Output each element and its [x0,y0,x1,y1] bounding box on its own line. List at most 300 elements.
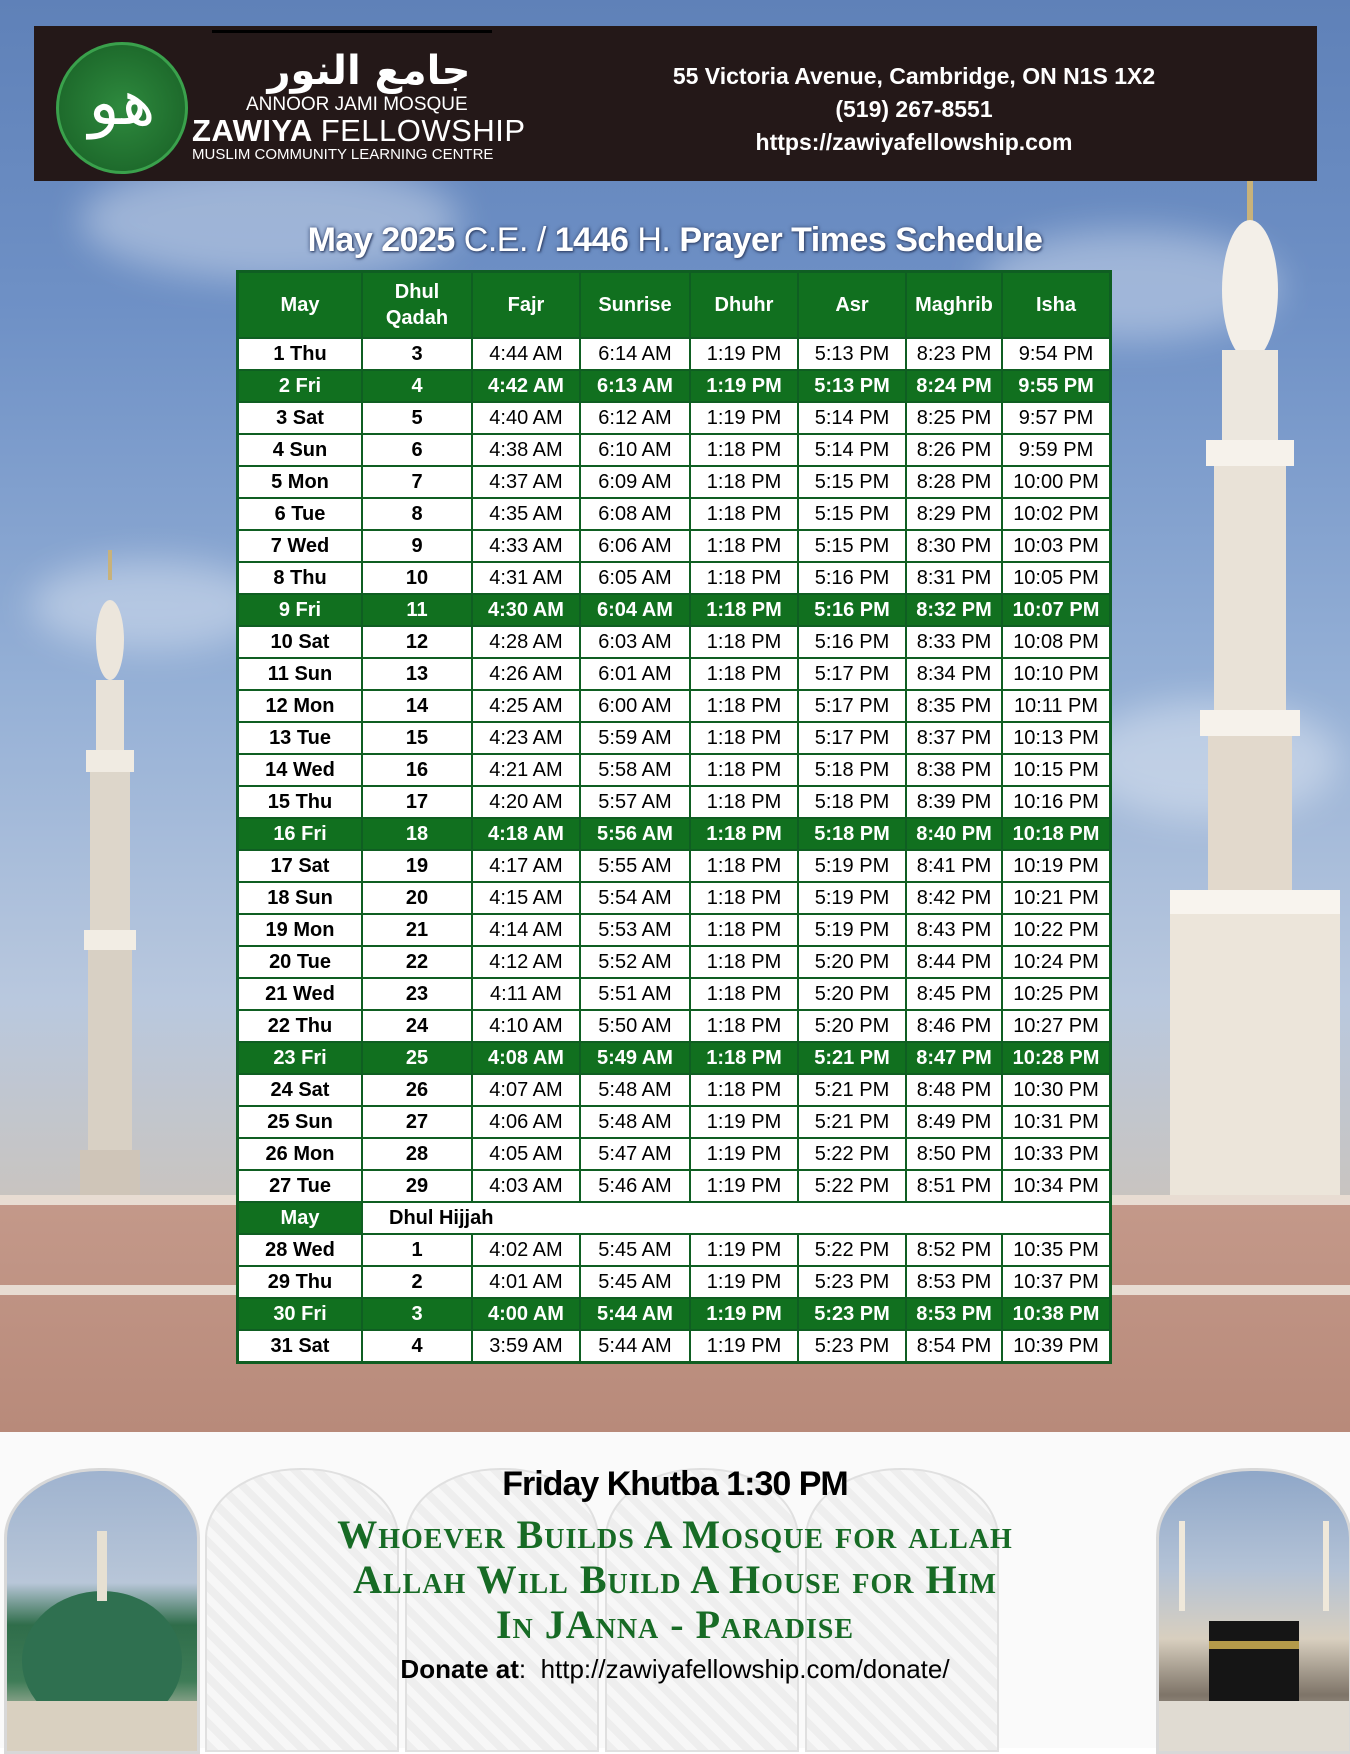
table-cell: 1:18 PM [690,690,798,722]
table-cell: 6:10 AM [580,434,690,466]
table-cell: 30 Fri [238,1298,362,1330]
table-cell: 7 Wed [238,530,362,562]
table-cell: 8:29 PM [906,498,1002,530]
org-name [192,114,526,148]
table-cell: 24 Sat [238,1074,362,1106]
website-link[interactable]: https://zawiyafellowship.com [755,129,1073,155]
table-cell: 13 Tue [238,722,362,754]
table-cell: 5:19 PM [798,850,906,882]
table-cell: 4:44 AM [472,338,580,370]
table-row [238,914,1110,946]
logo-calligraphy: هو [88,66,156,140]
title-month: May 2025 [307,221,455,259]
table-body [238,338,1110,1362]
separator-hijri-month: Dhul Hijjah [362,1202,1110,1234]
table-cell: 5:18 PM [798,754,906,786]
table-cell: 10:22 PM [1002,914,1110,946]
donate-label: Donate at [400,1654,519,1684]
table-cell: 10:16 PM [1002,786,1110,818]
table-row [238,722,1110,754]
table-cell: 8:53 PM [906,1266,1002,1298]
table-cell: 28 [362,1138,472,1170]
month-separator-row [238,1202,1110,1234]
table-cell: 19 Mon [238,914,362,946]
table-row [238,978,1110,1010]
column-header: Dhul Qadah [362,272,472,338]
table-cell: 17 Sat [238,850,362,882]
column-header: Asr [798,272,906,338]
table-cell: 1:18 PM [690,914,798,946]
table-cell: 12 Mon [238,690,362,722]
table-cell: 5:15 PM [798,530,906,562]
table-cell: 4:40 AM [472,402,580,434]
table-cell: 1:19 PM [690,370,798,402]
table-cell: 5:20 PM [798,1010,906,1042]
table-row [238,498,1110,530]
table-cell: 4:00 AM [472,1298,580,1330]
prayer-times-table [236,270,1112,1364]
title-h: H. [628,221,680,259]
table-row [238,402,1110,434]
table-cell: 17 [362,786,472,818]
table-cell: 4:11 AM [472,978,580,1010]
table-row [238,338,1110,370]
table-cell: 12 [362,626,472,658]
table-row [238,946,1110,978]
table-row [238,658,1110,690]
table-cell: 8:44 PM [906,946,1002,978]
table-cell: 6:09 AM [580,466,690,498]
table-cell: 8:37 PM [906,722,1002,754]
table-cell: 11 [362,594,472,626]
table-cell: 5:51 AM [580,978,690,1010]
table-cell: 8:54 PM [906,1330,1002,1362]
table-cell: 6:13 AM [580,370,690,402]
table-cell: 1:19 PM [690,1138,798,1170]
table-row [238,466,1110,498]
table-cell: 21 Wed [238,978,362,1010]
donate-line: Donate at: http://zawiyafellowship.com/donate/ [400,1654,950,1684]
table-cell: 5:23 PM [798,1266,906,1298]
table-cell: 5:20 PM [798,978,906,1010]
table-cell: 5:48 AM [580,1106,690,1138]
table-cell: 1:19 PM [690,1298,798,1330]
table-cell: 5:16 PM [798,626,906,658]
table-cell: 8:31 PM [906,562,1002,594]
table-cell: 4 Sun [238,434,362,466]
table-cell: 1:19 PM [690,1170,798,1202]
table-cell: 5:44 AM [580,1298,690,1330]
table-cell: 4:07 AM [472,1074,580,1106]
table-cell: 1:18 PM [690,1042,798,1074]
table-cell: 8 [362,498,472,530]
table-cell: 19 [362,850,472,882]
separator-month: May [238,1202,362,1234]
table-cell: 10:07 PM [1002,594,1110,626]
table-row [238,1266,1110,1298]
table-cell: 5:23 PM [798,1298,906,1330]
table-cell: 5:59 AM [580,722,690,754]
donate-link[interactable]: http://zawiyafellowship.com/donate/ [540,1654,950,1684]
table-cell: 10:38 PM [1002,1298,1110,1330]
column-header: Sunrise [580,272,690,338]
table-cell: 5:54 AM [580,882,690,914]
column-header: Dhuhr [690,272,798,338]
table-cell: 8:51 PM [906,1170,1002,1202]
table-row [238,786,1110,818]
table-row [238,1106,1110,1138]
column-header: May [238,272,362,338]
table-cell: 8:45 PM [906,978,1002,1010]
table-cell: 26 [362,1074,472,1106]
table-cell: 23 Fri [238,1042,362,1074]
table-cell: 8 Thu [238,562,362,594]
table-cell: 25 [362,1042,472,1074]
table-cell: 7 [362,466,472,498]
table-cell: 10:25 PM [1002,978,1110,1010]
table-cell: 1:19 PM [690,1266,798,1298]
table-cell: 8:41 PM [906,850,1002,882]
table-cell: 10:35 PM [1002,1234,1110,1266]
table-row [238,818,1110,850]
table-cell: 5:19 PM [798,882,906,914]
table-cell: 5:21 PM [798,1042,906,1074]
table-cell: 8:30 PM [906,530,1002,562]
table-cell: 5:22 PM [798,1234,906,1266]
table-cell: 8:50 PM [906,1138,1002,1170]
table-cell: 4:05 AM [472,1138,580,1170]
table-cell: 4:37 AM [472,466,580,498]
table-cell: 4:06 AM [472,1106,580,1138]
schedule-title [0,218,1350,262]
table-cell: 5:48 AM [580,1074,690,1106]
table-cell: 5:18 PM [798,786,906,818]
table-cell: 10:05 PM [1002,562,1110,594]
table-cell: 8:35 PM [906,690,1002,722]
table-cell: 4:08 AM [472,1042,580,1074]
table-cell: 5:55 AM [580,850,690,882]
logo [56,42,188,174]
table-cell: 24 [362,1010,472,1042]
title-ce: C.E. / [454,221,555,259]
table-cell: 5:46 AM [580,1170,690,1202]
table-cell: 1 [362,1234,472,1266]
table-cell: 8:49 PM [906,1106,1002,1138]
table-cell: 9:57 PM [1002,402,1110,434]
arabic-mosque-name: جامع النور [267,48,471,94]
table-cell: 9 [362,530,472,562]
table-cell: 5:17 PM [798,690,906,722]
table-cell: 15 [362,722,472,754]
table-cell: 5:57 AM [580,786,690,818]
table-cell: 10 Sat [238,626,362,658]
table-row [238,1042,1110,1074]
table-cell: 10:30 PM [1002,1074,1110,1106]
table-cell: 6:04 AM [580,594,690,626]
table-row [238,690,1110,722]
table-cell: 1:18 PM [690,882,798,914]
table-cell: 1:18 PM [690,722,798,754]
table-cell: 5 [362,402,472,434]
table-cell: 5:56 AM [580,818,690,850]
address: 55 Victoria Avenue, Cambridge, ON N1S 1X2 [672,63,1156,89]
table-cell: 4:01 AM [472,1266,580,1298]
table-cell: 8:23 PM [906,338,1002,370]
table-cell: 5:44 AM [580,1330,690,1362]
table-cell: 20 [362,882,472,914]
table-cell: 10:00 PM [1002,466,1110,498]
table-cell: 14 [362,690,472,722]
table-cell: 5:47 AM [580,1138,690,1170]
table-cell: 4:14 AM [472,914,580,946]
table-cell: 1:18 PM [690,818,798,850]
table-cell: 5:17 PM [798,722,906,754]
table-cell: 5:20 PM [798,946,906,978]
table-cell: 1:18 PM [690,594,798,626]
table-cell: 5:45 AM [580,1266,690,1298]
table-cell: 5:21 PM [798,1106,906,1138]
table-cell: 10:27 PM [1002,1010,1110,1042]
table-cell: 4:15 AM [472,882,580,914]
table-row [238,594,1110,626]
table-cell: 4 [362,370,472,402]
table-cell: 4:18 AM [472,818,580,850]
table-cell: 4:31 AM [472,562,580,594]
table-cell: 10:02 PM [1002,498,1110,530]
table-header-row [238,272,1110,338]
phone: (519) 267-8551 [835,96,993,122]
table-cell: 5:16 PM [798,594,906,626]
hadith-line-3: In JAnna - Paradise [495,1602,855,1647]
table-cell: 4:25 AM [472,690,580,722]
table-cell: 8:52 PM [906,1234,1002,1266]
table-cell: 15 Thu [238,786,362,818]
table-cell: 8:43 PM [906,914,1002,946]
title-text: Prayer Times Schedule [679,221,1043,259]
table-cell: 5:58 AM [580,754,690,786]
table-cell: 2 Fri [238,370,362,402]
table-cell: 4 [362,1330,472,1362]
header-rule [212,30,492,33]
table-cell: 25 Sun [238,1106,362,1138]
table-cell: 1:18 PM [690,978,798,1010]
table-cell: 8:40 PM [906,818,1002,850]
table-cell: 8:28 PM [906,466,1002,498]
org-name-rest: FELLOWSHIP [320,113,526,148]
table-cell: 4:17 AM [472,850,580,882]
table-cell: 10:15 PM [1002,754,1110,786]
table-cell: 1:18 PM [690,466,798,498]
table-cell: 21 [362,914,472,946]
table-row [238,1330,1110,1362]
table-cell: 5:49 AM [580,1042,690,1074]
table-cell: 6:06 AM [580,530,690,562]
table-cell: 5:13 PM [798,338,906,370]
table-cell: 5:15 PM [798,498,906,530]
table-cell: 23 [362,978,472,1010]
table-cell: 4:38 AM [472,434,580,466]
table-cell: 1:18 PM [690,562,798,594]
table-cell: 4:03 AM [472,1170,580,1202]
hadith-line-1: Whoever Builds A Mosque for allah [337,1512,1013,1557]
footer [0,1432,1350,1748]
table-cell: 5:15 PM [798,466,906,498]
table-cell: 5:53 AM [580,914,690,946]
table-cell: 5:13 PM [798,370,906,402]
table-cell: 4:10 AM [472,1010,580,1042]
table-cell: 10:11 PM [1002,690,1110,722]
table-cell: 9:54 PM [1002,338,1110,370]
table-cell: 3:59 AM [472,1330,580,1362]
table-cell: 4:23 AM [472,722,580,754]
table-cell: 6:05 AM [580,562,690,594]
mosque-name: ANNOOR JAMI MOSQUE [246,94,468,115]
table-cell: 10 [362,562,472,594]
table-cell: 1:19 PM [690,402,798,434]
table-cell: 1:19 PM [690,338,798,370]
table-cell: 6:14 AM [580,338,690,370]
table-cell: 4:12 AM [472,946,580,978]
table-row [238,1234,1110,1266]
table-cell: 5:17 PM [798,658,906,690]
table-row [238,370,1110,402]
table-cell: 6 [362,434,472,466]
table-cell: 8:48 PM [906,1074,1002,1106]
table-cell: 29 [362,1170,472,1202]
table-cell: 14 Wed [238,754,362,786]
table-cell: 10:28 PM [1002,1042,1110,1074]
table-cell: 1:18 PM [690,1074,798,1106]
hadith-line-2: Allah Will Build A House for Him [353,1557,997,1602]
table-cell: 5:50 AM [580,1010,690,1042]
table-cell: 5:45 AM [580,1234,690,1266]
table-cell: 10:18 PM [1002,818,1110,850]
table-row [238,626,1110,658]
hadith-quote [0,1512,1350,1647]
table-cell: 27 [362,1106,472,1138]
table-cell: 8:53 PM [906,1298,1002,1330]
table-cell: 16 [362,754,472,786]
friday-khutba-time: Friday Khutba 1:30 PM [502,1465,848,1503]
table-cell: 8:39 PM [906,786,1002,818]
table-cell: 26 Mon [238,1138,362,1170]
table-cell: 3 [362,1298,472,1330]
table-cell: 4:33 AM [472,530,580,562]
column-header: Fajr [472,272,580,338]
table-cell: 5:21 PM [798,1074,906,1106]
table-cell: 5:22 PM [798,1138,906,1170]
table-cell: 3 [362,338,472,370]
table-cell: 5:16 PM [798,562,906,594]
table-cell: 10:37 PM [1002,1266,1110,1298]
table-cell: 4:28 AM [472,626,580,658]
table-cell: 8:38 PM [906,754,1002,786]
table-cell: 5:14 PM [798,434,906,466]
table-cell: 10:08 PM [1002,626,1110,658]
table-cell: 6:03 AM [580,626,690,658]
table-cell: 20 Tue [238,946,362,978]
table-row [238,1138,1110,1170]
table-cell: 5:52 AM [580,946,690,978]
table-cell: 10:24 PM [1002,946,1110,978]
table-cell: 18 [362,818,472,850]
table-cell: 8:24 PM [906,370,1002,402]
table-cell: 6:00 AM [580,690,690,722]
table-cell: 5:18 PM [798,818,906,850]
table-cell: 9:55 PM [1002,370,1110,402]
table-cell: 3 Sat [238,402,362,434]
table-cell: 11 Sun [238,658,362,690]
table-cell: 8:32 PM [906,594,1002,626]
table-cell: 13 [362,658,472,690]
table-row [238,434,1110,466]
table-cell: 29 Thu [238,1266,362,1298]
org-subtitle: MUSLIM COMMUNITY LEARNING CENTRE [192,146,494,163]
table-cell: 18 Sun [238,882,362,914]
table-row [238,1298,1110,1330]
table-cell: 1:18 PM [690,434,798,466]
table-cell: 5:19 PM [798,914,906,946]
table-cell: 10:19 PM [1002,850,1110,882]
table-cell: 1:19 PM [690,1106,798,1138]
table-cell: 4:20 AM [472,786,580,818]
table-cell: 4:02 AM [472,1234,580,1266]
table-cell: 1 Thu [238,338,362,370]
table-row [238,882,1110,914]
table-cell: 28 Wed [238,1234,362,1266]
table-cell: 6 Tue [238,498,362,530]
table-cell: 27 Tue [238,1170,362,1202]
table-cell: 22 Thu [238,1010,362,1042]
table-cell: 9:59 PM [1002,434,1110,466]
table-cell: 8:26 PM [906,434,1002,466]
title-hijri-year: 1446 [554,221,629,259]
table-cell: 1:18 PM [690,754,798,786]
table-cell: 4:30 AM [472,594,580,626]
table-cell: 4:21 AM [472,754,580,786]
table-cell: 1:18 PM [690,658,798,690]
table-cell: 10:13 PM [1002,722,1110,754]
table-row [238,1074,1110,1106]
table-cell: 10:34 PM [1002,1170,1110,1202]
table-cell: 8:42 PM [906,882,1002,914]
table-cell: 6:12 AM [580,402,690,434]
left-minaret [50,550,190,1200]
table-cell: 1:18 PM [690,626,798,658]
right-minaret [1110,140,1350,1200]
table-cell: 8:46 PM [906,1010,1002,1042]
table-cell: 5:22 PM [798,1170,906,1202]
table-cell: 10:31 PM [1002,1106,1110,1138]
table-cell: 10:10 PM [1002,658,1110,690]
table-cell: 5 Mon [238,466,362,498]
table-cell: 6:01 AM [580,658,690,690]
table-cell: 10:03 PM [1002,530,1110,562]
column-header: Isha [1002,272,1110,338]
table-row [238,850,1110,882]
table-cell: 16 Fri [238,818,362,850]
table-row [238,1170,1110,1202]
table-cell: 10:39 PM [1002,1330,1110,1362]
table-cell: 31 Sat [238,1330,362,1362]
table-cell: 4:35 AM [472,498,580,530]
table-row [238,1010,1110,1042]
table-cell: 10:21 PM [1002,882,1110,914]
table-cell: 1:18 PM [690,786,798,818]
table-cell: 4:42 AM [472,370,580,402]
table-cell: 6:08 AM [580,498,690,530]
table-cell: 1:18 PM [690,1010,798,1042]
